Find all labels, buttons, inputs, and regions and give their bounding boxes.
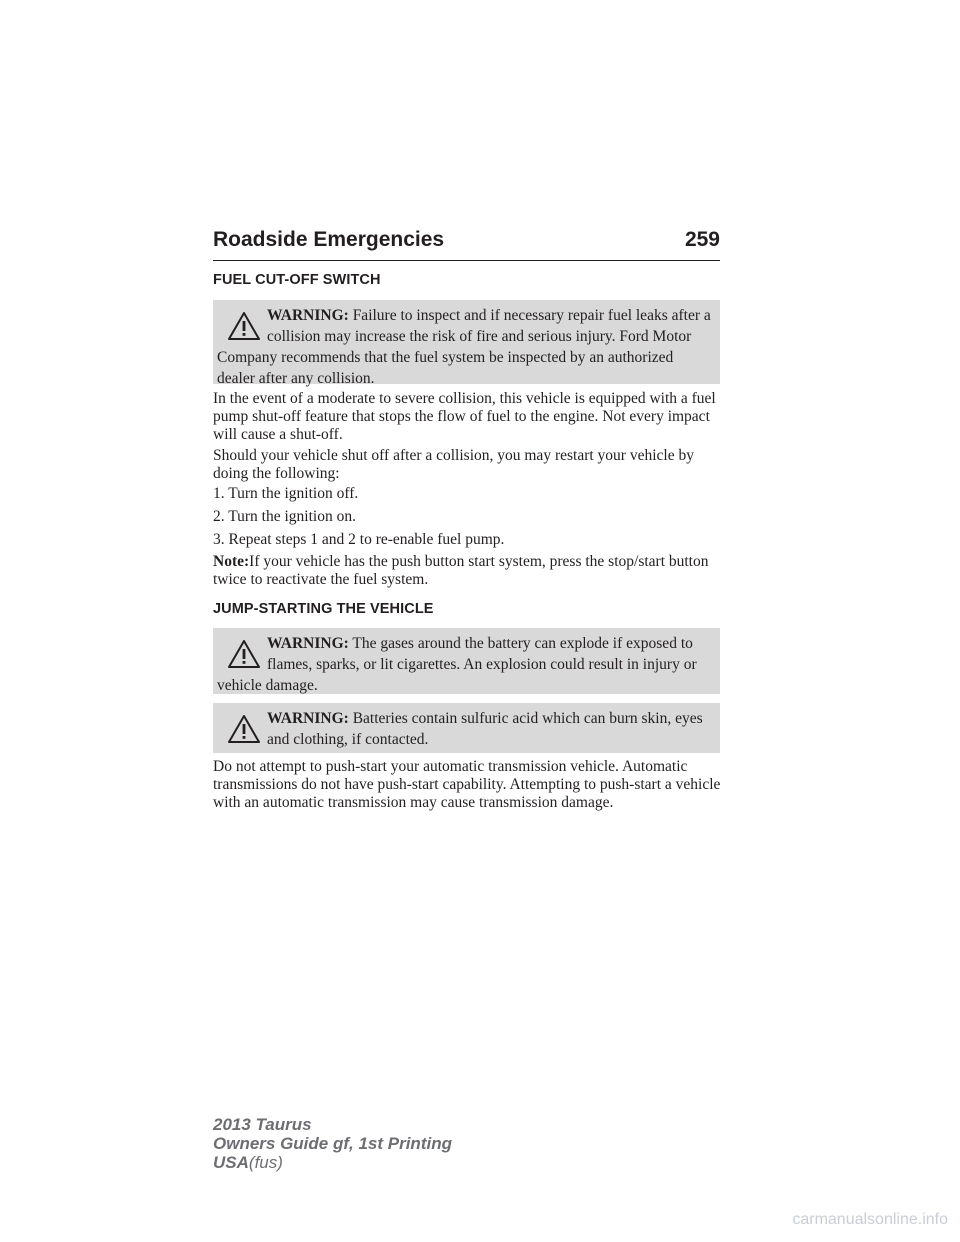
battery-explosion-warning [213, 628, 720, 694]
warning-text: Failure to inspect and if necessary repair fuel leaks after a collision may increase the risk of fire and serious injury. Ford Motor Company recommends that the fuel system be inspected by an authorized dealer after any collision. [217, 307, 711, 387]
document-footer [213, 1115, 452, 1172]
warning-text: The gases around the battery can explode if exposed to flames, sparks, or lit cigarettes. An explosion could result in injury or vehicle damage. [217, 635, 697, 694]
fuel-cutoff-heading: FUEL CUT-OFF SWITCH [213, 272, 381, 288]
sulfuric-acid-warning [213, 703, 720, 753]
collision-paragraph: In the event of a moderate to severe collision, this vehicle is equipped with a fuel pump shut-off feature that stops the flow of fuel to the engine. Not every impact will cause a shut-off. [213, 390, 716, 443]
warning-triangle-icon [227, 639, 261, 669]
step-3: 3. Repeat steps 1 and 2 to re-enable fuel pump. [213, 531, 505, 548]
footer-edition: Owners Guide gf, 1st Printing [213, 1134, 452, 1153]
note-label: Note: [213, 553, 250, 570]
warning-label: WARNING: [267, 635, 349, 652]
push-start-paragraph: Do not attempt to push-start your automatic transmission vehicle. Automatic transmissions do not have push-start capability. Attempting to push-start a vehicle with an automatic transmission may cause transmission damage. [213, 758, 721, 811]
warning-label: WARNING: [267, 307, 349, 324]
warning-triangle-icon [227, 311, 261, 341]
step-1: 1. Turn the ignition off. [213, 485, 359, 502]
page-header [213, 228, 720, 261]
warning-text: Batteries contain sulfuric acid which can burn skin, eyes and clothing, if contacted. [267, 710, 703, 748]
page-number: 259 [684, 228, 720, 251]
page-title: Roadside Emergencies [213, 228, 445, 251]
note-paragraph [213, 553, 723, 589]
watermark-link[interactable]: carmanualsonline.info [792, 1211, 948, 1228]
footer-region: USA [213, 1153, 249, 1172]
fuel-leak-warning [213, 300, 720, 387]
footer-market [213, 1153, 452, 1172]
footer-region-code: (fus) [248, 1153, 283, 1172]
warning-triangle-icon [227, 714, 261, 744]
jump-starting-heading: JUMP-STARTING THE VEHICLE [213, 601, 434, 617]
step-2: 2. Turn the ignition on. [213, 508, 356, 525]
note-text: If your vehicle has the push button start system, press the stop/start button twice to reactivate the fuel system. [213, 553, 709, 588]
footer-model: 2013 Taurus [213, 1115, 312, 1134]
restart-paragraph: Should your vehicle shut off after a collision, you may restart your vehicle by doing the following: [213, 447, 694, 482]
warning-label: WARNING: [267, 710, 349, 727]
